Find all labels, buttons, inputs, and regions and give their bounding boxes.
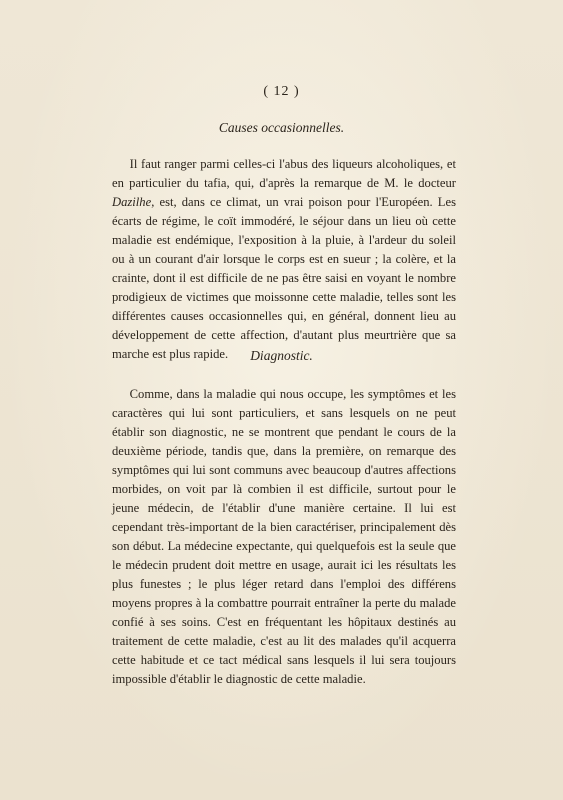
section-title-causes: Causes occasionnelles.: [218, 120, 345, 135]
section-title-diagnostic: Diagnostic.: [250, 348, 313, 363]
page-number: ( 12 ): [263, 84, 300, 99]
author-name: Dazilhe: [112, 195, 152, 209]
paragraph-causes-text-end: , est, dans ce climat, un vrai poison pour l'Européen. Les écarts de régime, le coït immodéré, le séjour dans un lieu où cette maladie est endémique, l'exposition à la pluie, à l'ardeur du soleil ou à un courant d'air lorsque le corps est en sueur ; la colère, et la crainte, dont il est difficile de ne pas être saisi en voyant le nombre prodigieux de victimes que moissonne cette maladie, telles sont les différentes causes occasionnelles qui, en général, donnent lieu au développement de cette affection, d'autant plus meurtrière que sa marche est plus rapide.: [112, 195, 456, 361]
paragraph-causes: [112, 155, 456, 364]
paragraph-causes-text-start: Il faut ranger parmi celles-ci l'abus des liqueurs alcoholiques, et en particulier du tafia, qui, d'après la remarque de M. le docteur: [112, 157, 456, 190]
paragraph-diagnostic: Comme, dans la maladie qui nous occupe, les symptômes et les caractères qui lui sont particuliers, et sans lesquels on ne peut établir son diagnostic, ne se montrent que pendant le cours de la deuxième période, tandis que, dans la première, on remarque des symptômes qui lui sont communs avec beaucoup d'autres affections morbides, on voit par là combien il est difficile, surtout pour le jeune médecin, de l'établir d'une manière certaine. Il lui est cependant très-important de la bien caractériser, principalement dès son début. La médecine expectante, qui quelquefois est la seule que le médecin prudent doit mettre en usage, aurait ici les résultats les plus funestes ; le plus léger retard dans l'emploi des différens moyens propres à la combattre pourrait entraîner la perte du malade confié à ses soins. C'est en fréquentant les hôpitaux destinés au traitement de cette maladie, c'est au lit des malades qu'il acquerra cette habitude et ce tact médical sans lesquels il lui sera toujours impossible d'établir le diagnostic de cette maladie.: [112, 387, 456, 686]
